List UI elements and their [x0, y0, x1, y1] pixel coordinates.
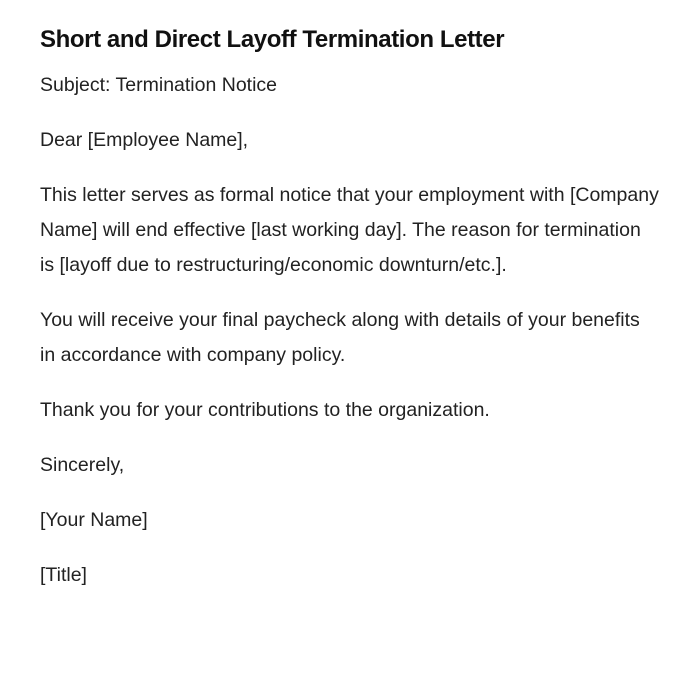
letter-closing: Sincerely,: [40, 454, 125, 476]
letter-paragraph-notice: This letter serves as formal notice that your employment with [Company Name] will end effective [last working day]. The reason for termination is [layoff due to restructuring/economic downturn/etc.].: [40, 184, 659, 276]
signature-title: [Title]: [40, 564, 87, 586]
letter-title: Short and Direct Layoff Termination Letter: [40, 26, 505, 53]
letter-paragraph-thanks: Thank you for your contributions to the organization.: [40, 399, 490, 421]
signature-name: [Your Name]: [40, 509, 148, 531]
letter-subject: Subject: Termination Notice: [40, 74, 278, 96]
letter-salutation: Dear [Employee Name],: [40, 129, 249, 151]
letter-document: [40, 22, 660, 613]
letter-paragraph-paycheck: You will receive your final paycheck along with details of your benefits in accordance with company policy.: [40, 309, 640, 366]
